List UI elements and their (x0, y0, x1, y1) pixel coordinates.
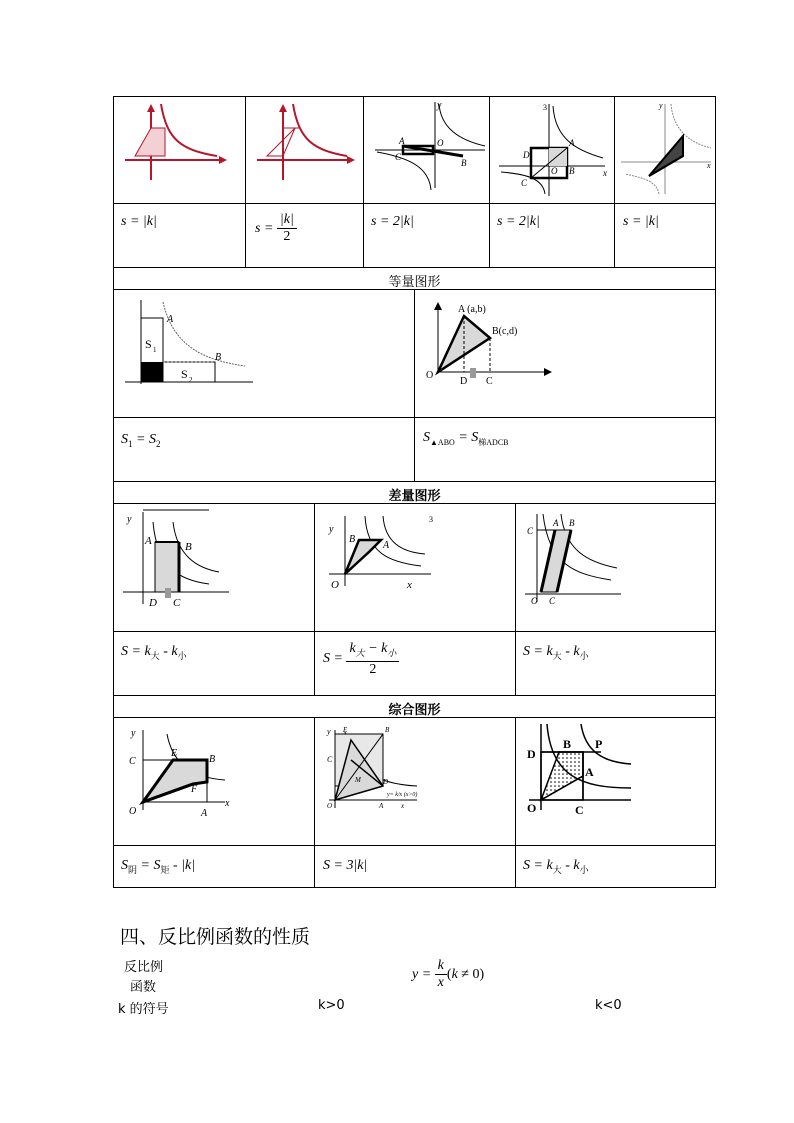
col-divider (489, 96, 490, 267)
figure-triangle-trapezoid (418, 296, 558, 392)
formula-table (113, 96, 716, 888)
svg-text:A: A (569, 138, 575, 148)
svg-text:E: E (343, 726, 348, 734)
svg-text:B: B (185, 541, 192, 553)
col-divider (314, 503, 315, 695)
col-divider (363, 96, 364, 267)
svg-text:D: D (149, 597, 157, 609)
table-border-top (113, 96, 716, 97)
figure-triangle-origin (619, 98, 713, 200)
row-divider (113, 203, 716, 204)
svg-text:3: 3 (543, 103, 547, 112)
col-divider (414, 289, 415, 481)
svg-text:x: x (225, 798, 230, 809)
svg-text:O: O (327, 802, 333, 810)
svg-text:x: x (407, 579, 412, 591)
svg-text:D: D (523, 150, 530, 160)
svg-text:C: C (327, 755, 333, 764)
svg-text:E: E (171, 748, 178, 759)
sign-label: k 的符号 (118, 1002, 169, 1017)
col-divider (515, 717, 516, 888)
col-divider (245, 96, 246, 267)
formula-combo-1: $S_阴 = S_矩 - |k|$ (121, 858, 196, 875)
formula-cell: s = 2|k| (497, 214, 540, 229)
figure-diff-parallelogram (521, 508, 711, 626)
svg-text:A: A (585, 765, 594, 779)
svg-text:A: A (553, 518, 559, 528)
formula-cell: s = 2|k| (371, 214, 414, 229)
figure-equal-areas (123, 296, 263, 392)
row-label-line2: 函数 (130, 980, 157, 995)
formula-combo-3: $S = k_大 - k_小$ (523, 858, 589, 875)
col-divider (515, 503, 516, 695)
svg-text:O: O (426, 370, 434, 381)
figure-rect-under-curve (121, 100, 239, 198)
figure-parallelogram-rect (495, 98, 611, 200)
svg-text:B: B (209, 754, 216, 765)
svg-text:B: B (215, 352, 222, 363)
figure-diff-triangle (321, 508, 511, 626)
row-divider (113, 481, 716, 482)
svg-text:C: C (129, 756, 136, 767)
col-divider (614, 96, 615, 267)
section-title: 四、反比例函数的性质 (120, 926, 311, 948)
table-border-bottom (113, 887, 716, 888)
figure-two-branch-rect (369, 98, 487, 200)
figure-combo-rect-m (321, 720, 511, 842)
row-divider (113, 695, 716, 696)
svg-text:O: O (551, 166, 558, 176)
formula-equal-2: $S_{▲ABO} = S_{梯ADCB}$ (423, 430, 509, 447)
svg-text:S: S (145, 337, 152, 351)
row-divider (113, 631, 716, 632)
svg-text:B: B (563, 737, 572, 751)
svg-text:A: A (379, 802, 384, 810)
figure-diff-rect (119, 508, 309, 626)
svg-text:O: O (437, 138, 444, 148)
svg-text:B: B (569, 166, 575, 176)
svg-text:A (a,b): A (a,b) (458, 304, 486, 315)
svg-text:O: O (531, 596, 538, 606)
formula-cell: s = |k| (121, 214, 157, 229)
figure-triangle-under-curve (253, 100, 361, 198)
svg-text:A: A (145, 535, 152, 547)
svg-text:D: D (527, 747, 536, 761)
col-divider (314, 717, 315, 888)
svg-text:B: B (461, 158, 467, 168)
svg-text:2: 2 (189, 376, 193, 384)
svg-text:B: B (569, 518, 575, 528)
svg-text:C: C (486, 376, 493, 387)
svg-text:A: A (383, 540, 390, 551)
k-negative-header: k<0 (595, 998, 622, 1013)
svg-text:x: x (603, 168, 607, 178)
formula-combo-2: S = 3|k| (323, 858, 368, 873)
svg-text:C: C (521, 178, 528, 188)
svg-text:O: O (331, 579, 339, 591)
section-header-equal: 等量图形 (388, 275, 441, 290)
svg-text:y: y (131, 728, 136, 739)
formula-equal-1: $S_1 = S_2$ (121, 432, 161, 449)
svg-text:B: B (349, 534, 356, 545)
function-definition: y = $\frac{k}{x}$ (k ≠ 0) (412, 958, 485, 990)
svg-text:3: 3 (429, 515, 433, 524)
svg-text:A: A (167, 314, 174, 325)
svg-text:D: D (383, 778, 389, 786)
formula-cell: s = $\frac{|k|}{2}$ (255, 212, 297, 245)
svg-text:1: 1 (153, 346, 157, 354)
svg-text:x: x (707, 161, 711, 170)
svg-text:y: y (127, 514, 132, 525)
section-header-diff: 差量图形 (388, 489, 441, 504)
svg-text:B: B (385, 726, 390, 734)
row-label-line1: 反比例 (124, 960, 164, 975)
section-header-combo: 综合图形 (388, 703, 441, 718)
formula-diff-1: $S = k_大 - k_小$ (121, 644, 187, 661)
svg-text:C: C (395, 152, 402, 162)
row-divider (113, 267, 716, 268)
figure-combo-rect (121, 720, 311, 842)
formula-diff-2: S = $\frac{k_大 - k_小}{2}$ (323, 641, 399, 678)
svg-text:y: y (327, 727, 331, 736)
figure-combo-dotted (521, 720, 715, 842)
svg-text:y: y (437, 100, 442, 111)
svg-text:O: O (527, 801, 537, 815)
svg-text:C: C (575, 803, 584, 817)
svg-text:C: C (527, 526, 534, 536)
k-positive-header: k>0 (318, 998, 345, 1013)
svg-text:C: C (173, 597, 181, 609)
svg-text:D: D (460, 376, 468, 387)
svg-text:y= k/x (x>0): y= k/x (x>0) (387, 792, 418, 798)
svg-text:A: A (201, 808, 208, 819)
svg-text:y: y (329, 524, 334, 535)
svg-text:A: A (399, 136, 405, 146)
svg-text:F: F (191, 784, 198, 795)
formula-cell: s = |k| (623, 214, 659, 229)
svg-text:y: y (659, 101, 663, 110)
svg-text:O: O (129, 806, 137, 817)
svg-text:x: x (401, 802, 405, 810)
svg-text:M: M (355, 776, 361, 784)
svg-text:S: S (181, 367, 188, 381)
row-divider (113, 845, 716, 846)
svg-text:P: P (595, 737, 603, 751)
formula-diff-3: $S = k_大 - k_小$ (523, 644, 589, 661)
svg-text:B(c,d): B(c,d) (492, 326, 518, 337)
svg-text:C: C (549, 596, 556, 606)
